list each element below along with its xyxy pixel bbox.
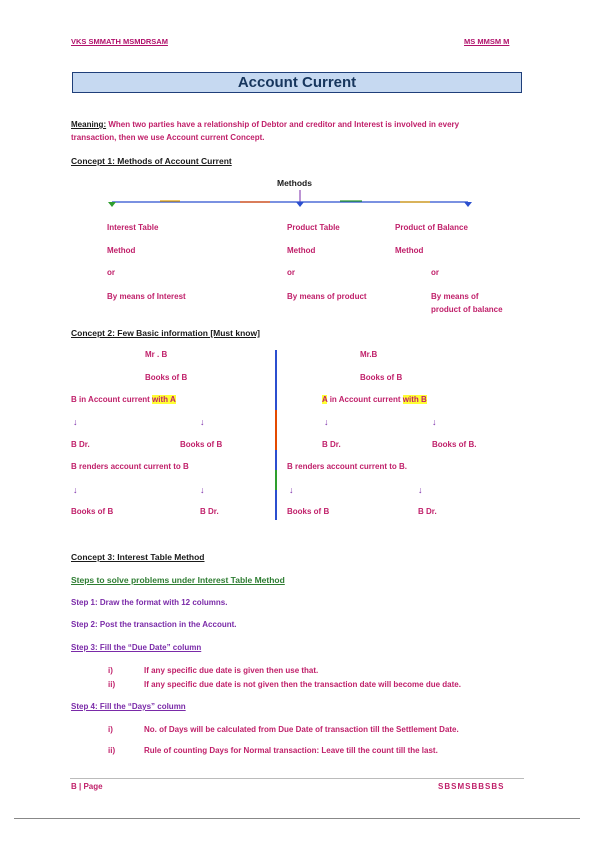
concept1-heading: Concept 1: Methods of Account Current	[71, 156, 232, 166]
footer-right: SBSMSBBSBS	[438, 782, 505, 791]
method1-or: or	[107, 268, 115, 277]
arrow-left-icon	[108, 202, 116, 207]
method3-name: Product of Balance	[395, 223, 468, 232]
method3-sub: Method	[395, 246, 424, 255]
arrow-mid-icon	[296, 202, 304, 207]
c2-left-f1: Books of B	[71, 507, 114, 516]
method1-name: Interest Table	[107, 223, 159, 232]
down-arrow-icon: ↓	[289, 485, 294, 495]
meaning-label: Meaning:	[71, 120, 107, 129]
method2-or: or	[287, 268, 295, 277]
step3-item2-text: If any specific due date is not given then the transaction date will become due date.	[144, 680, 461, 689]
c2-left-line3b: with A	[152, 395, 176, 404]
footer-divider	[70, 778, 524, 779]
method3-alt2: product of balance	[431, 305, 503, 314]
method1-sub: Method	[107, 246, 136, 255]
method2-name: Product Table	[287, 223, 340, 232]
step2: Step 2: Post the transaction in the Account.	[71, 620, 237, 629]
meaning-text2: transaction, then we use Account current Concept.	[71, 133, 265, 142]
step4-item2-text: Rule of counting Days for Normal transaction: Leave till the count till the last.	[144, 746, 438, 755]
down-arrow-icon: ↓	[200, 417, 205, 427]
steps-heading: Steps to solve problems under Interest Table Method	[71, 575, 285, 585]
down-arrow-icon: ↓	[73, 417, 78, 427]
step3-item1-text: If any specific due date is given then use that.	[144, 666, 319, 675]
step3-item2-num: ii)	[108, 680, 116, 689]
methods-root: Methods	[277, 178, 312, 188]
down-arrow-icon: ↓	[200, 485, 205, 495]
step3-item1-num: i)	[108, 666, 113, 675]
concept2-heading: Concept 2: Few Basic information [Must know]	[71, 328, 260, 338]
footer-left: B | Page	[71, 782, 103, 791]
c2-right-line5: B renders account current to B.	[287, 462, 408, 471]
method3-alt: By means of	[431, 292, 479, 301]
header-right: MS MMSM M	[464, 37, 510, 46]
meaning-text1: When two parties have a relationship of Debtor and creditor and Interest is involved in every	[106, 120, 460, 129]
down-arrow-icon: ↓	[418, 485, 423, 495]
down-arrow-icon: ↓	[73, 485, 78, 495]
method2-alt: By means of product	[287, 292, 367, 301]
c2-right-line3	[322, 395, 427, 404]
c2-right-line3pre: A	[322, 395, 328, 404]
meaning-line1	[71, 120, 459, 129]
c2-left-f2: B Dr.	[200, 507, 219, 516]
c2-left-line1: Mr . B	[145, 350, 168, 359]
c2-left-c2: Books of B	[180, 440, 223, 449]
page-title: Account Current	[237, 74, 357, 91]
step1: Step 1: Draw the format with 12 columns.	[71, 598, 228, 607]
method1-alt: By means of Interest	[107, 292, 186, 301]
c2-left-line5: B renders account current to B	[71, 462, 189, 471]
step4-item2-num: ii)	[108, 746, 116, 755]
methods-tree-lines	[100, 188, 480, 214]
method2-sub: Method	[287, 246, 316, 255]
step4-item1-text: No. of Days will be calculated from Due Date of transaction till the Settlement Date.	[144, 725, 459, 734]
header-left: VKS SMMATH MSMDRSAM	[71, 37, 168, 46]
step4-item1-num: i)	[108, 725, 113, 734]
down-arrow-icon: ↓	[432, 417, 437, 427]
page-title-box	[72, 72, 522, 93]
c2-left-line2: Books of B	[145, 373, 188, 382]
arrow-right-icon	[464, 202, 472, 207]
page-bottom-rule	[14, 818, 580, 819]
concept3-heading: Concept 3: Interest Table Method	[71, 552, 205, 562]
c2-right-c2: Books of B.	[432, 440, 477, 449]
c2-right-line2: Books of B	[360, 373, 403, 382]
down-arrow-icon: ↓	[324, 417, 329, 427]
step4: Step 4: Fill the “Days” column	[71, 702, 186, 711]
c2-left-c1: B Dr.	[71, 440, 90, 449]
c2-left-line3	[71, 395, 176, 404]
c2-right-f1: Books of B	[287, 507, 330, 516]
c2-right-line3a: in Account current	[327, 395, 403, 404]
c2-right-c1: B Dr.	[322, 440, 341, 449]
c2-right-line3b: with B	[402, 395, 427, 404]
c2-right-line1: Mr.B	[360, 350, 378, 359]
step3: Step 3: Fill the “Due Date” column	[71, 643, 202, 652]
c2-right-f2: B Dr.	[418, 507, 437, 516]
c2-left-line3a: B in Account current	[71, 395, 153, 404]
method3-or: or	[431, 268, 439, 277]
